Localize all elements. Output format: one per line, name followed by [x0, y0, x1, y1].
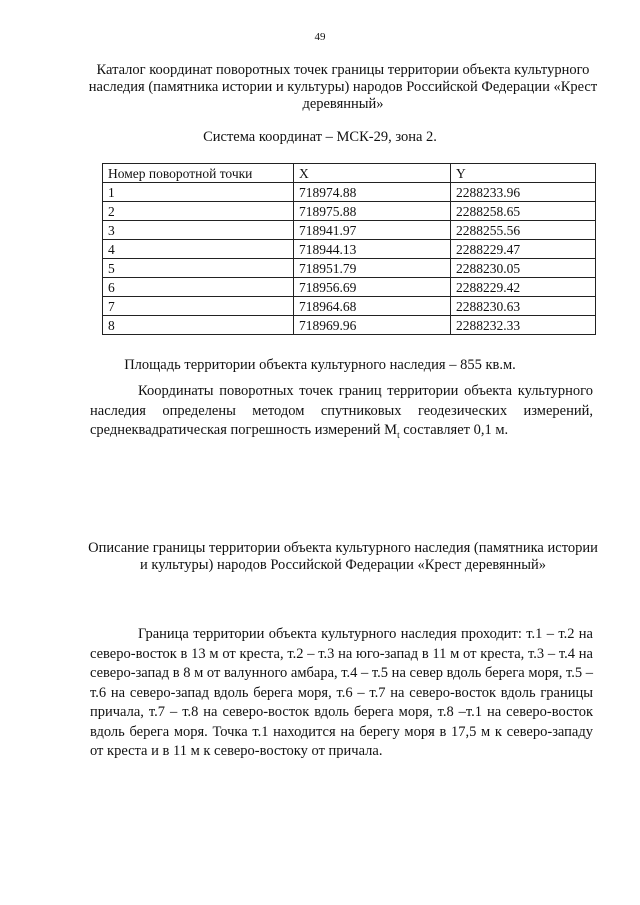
x-cell: 718964.68 — [294, 297, 451, 316]
point-number-cell: 2 — [103, 202, 294, 221]
point-number-cell: 3 — [103, 221, 294, 240]
x-cell: 718969.96 — [294, 316, 451, 335]
table-row — [103, 297, 596, 316]
point-number-cell: 1 — [103, 183, 294, 202]
header-x: X — [294, 164, 451, 183]
point-number-cell: 6 — [103, 278, 294, 297]
accuracy-subscript: t — [397, 429, 400, 440]
point-number-cell: 4 — [103, 240, 294, 259]
point-number-cell: 7 — [103, 297, 294, 316]
table-row — [103, 221, 596, 240]
x-cell: 718941.97 — [294, 221, 451, 240]
header-point-number: Номер поворотной точки — [103, 164, 294, 183]
table-row — [103, 278, 596, 297]
point-number-cell: 5 — [103, 259, 294, 278]
table-header-row — [103, 164, 596, 183]
y-cell: 2288229.47 — [451, 240, 596, 259]
table-row — [103, 183, 596, 202]
x-cell: 718975.88 — [294, 202, 451, 221]
table-row — [103, 316, 596, 335]
coordinate-system-label: Система координат – МСК-29, зона 2. — [203, 129, 437, 145]
y-cell: 2288258.65 — [451, 202, 596, 221]
y-cell: 2288233.96 — [451, 183, 596, 202]
x-cell: 718974.88 — [294, 183, 451, 202]
x-cell: 718951.79 — [294, 259, 451, 278]
table-row — [103, 240, 596, 259]
table-row — [103, 202, 596, 221]
x-cell: 718956.69 — [294, 278, 451, 297]
accuracy-text-end: составляет 0,1 м. — [399, 422, 509, 438]
boundary-description: Граница территории объекта культурного наследия проходит: т.1 – т.2 на северо-восток в 13 м от креста, т.2 – т.3 на юго-запад в 11 м от креста, т.3 – т.4 на северо-запад в 8 м от валунного амбара, т.4 – т.5 на север вдоль берега моря, т.5 – т.6 на северо-запад вдоль берега моря, т.6 – т.7 на северо-восток вдоль границы причала, т.7 – т.8 на северо-восток вдоль берега моря, т.8 –т.1 на северо-восток вдоль берега моря. Точка т.1 находится на берегу моря в 17,5 м к северо-западу от креста и в 11 м к северо-востоку от причала. — [90, 626, 593, 759]
header-y: Y — [451, 164, 596, 183]
y-cell: 2288255.56 — [451, 221, 596, 240]
x-cell: 718944.13 — [294, 240, 451, 259]
boundary-section-title: Описание границы территории объекта культурного наследия (памятника истории и культуры) народов Российской Федерации «Крест деревянный» — [88, 540, 598, 573]
coordinates-table — [102, 163, 596, 335]
table-row — [103, 259, 596, 278]
area-statement: Площадь территории объекта культурного наследия – 855 кв.м. — [124, 357, 516, 373]
y-cell: 2288229.42 — [451, 278, 596, 297]
catalog-title: Каталог координат поворотных точек границы территории объекта культурного наследия (памятника истории и культуры) народов Российской Федерации «Крест деревянный» — [88, 62, 598, 112]
accuracy-text: Координаты поворотных точек границ территории объекта культурного наследия определены методом спутниковых геодезических измерений, среднеквадратическая погрешность измерений M — [90, 383, 593, 438]
point-number-cell: 8 — [103, 316, 294, 335]
y-cell: 2288232.33 — [451, 316, 596, 335]
page-number: 49 — [314, 31, 326, 43]
y-cell: 2288230.05 — [451, 259, 596, 278]
accuracy-paragraph — [90, 382, 593, 445]
y-cell: 2288230.63 — [451, 297, 596, 316]
